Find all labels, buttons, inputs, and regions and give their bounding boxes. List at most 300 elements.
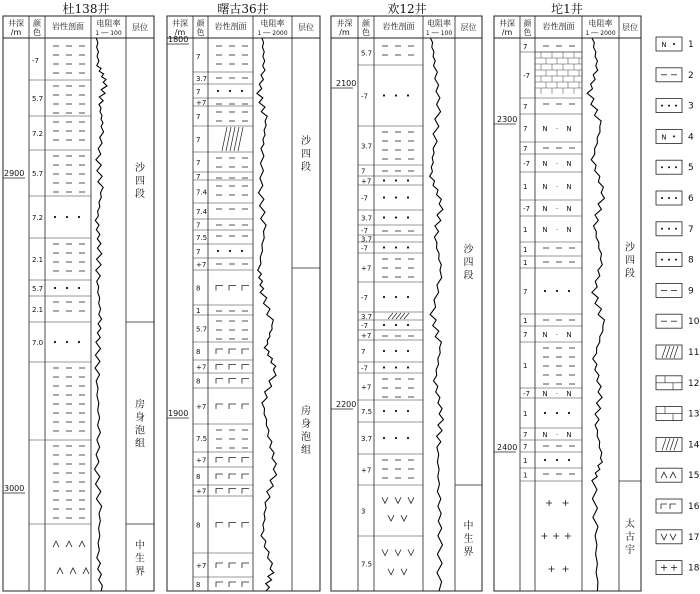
legend-swatch — [656, 499, 682, 513]
litho-layer — [358, 365, 423, 374]
svg-text:四: 四 — [463, 257, 474, 269]
litho-layer — [358, 168, 423, 177]
stratigraphic-unit-label — [301, 404, 311, 456]
svg-text:古: 古 — [625, 532, 635, 543]
color-code-label: +7 — [361, 383, 372, 392]
legend-swatch — [656, 345, 682, 359]
color-code-label: 7 — [196, 53, 201, 61]
color-code-label: -7 — [523, 160, 530, 168]
litho-layer — [358, 435, 423, 454]
color-code-label: 1 — [523, 226, 528, 234]
color-code-label: 7 — [523, 443, 528, 451]
svg-text:·: · — [555, 431, 559, 439]
svg-text:N: N — [542, 125, 548, 133]
litho-layer — [193, 430, 253, 452]
litho-layer — [520, 348, 582, 388]
litho-layer — [193, 473, 253, 485]
depth-mark: 1800 — [168, 35, 189, 44]
svg-text:·: · — [555, 205, 559, 213]
color-code-label: 7 — [196, 173, 201, 181]
color-code-label: 1 — [523, 259, 528, 267]
well-title: 欢12井 — [387, 2, 427, 16]
litho-layer — [358, 46, 423, 65]
litho-layer — [193, 248, 253, 258]
color-code-label: -7 — [523, 72, 530, 80]
color-header: 颜 — [362, 19, 370, 28]
well-title: 坨1井 — [551, 2, 583, 16]
well-frame — [167, 16, 320, 591]
legend-item — [656, 99, 694, 113]
svg-text:N: N — [542, 183, 548, 191]
legend-swatch — [656, 37, 682, 51]
color-code-label: +7 — [196, 99, 207, 107]
svg-text:段: 段 — [135, 189, 145, 200]
depth-mark: 3000 — [4, 484, 25, 493]
color-code-label: 7.2 — [32, 214, 44, 222]
depth-header: 井深 — [499, 19, 515, 28]
litho-layer — [193, 99, 253, 107]
legend-swatch — [656, 530, 682, 544]
svg-text:N: N — [566, 431, 572, 439]
litho-layer — [29, 446, 91, 524]
litho-layer — [520, 457, 582, 468]
color-code-label: 7 — [523, 431, 528, 439]
lithology-header: 岩性剖面 — [542, 22, 575, 31]
color-code-label: +7 — [196, 403, 207, 411]
litho-layer — [29, 122, 91, 150]
color-code-label: +7 — [361, 332, 372, 340]
litho-layer — [193, 457, 253, 468]
svg-text:组: 组 — [135, 438, 145, 450]
litho-layer — [520, 226, 582, 242]
depth-mark: 2900 — [4, 169, 25, 178]
resistivity-header: 电阻率 — [588, 19, 613, 28]
litho-layer — [358, 227, 423, 235]
litho-layer — [358, 245, 423, 254]
color-header: 色 — [362, 28, 370, 37]
lithology-header: 岩性剖面 — [214, 22, 247, 31]
legend-item — [656, 437, 700, 451]
color-code-label: 3.7 — [361, 313, 373, 321]
litho-layer — [358, 215, 423, 226]
legend-label: 16 — [688, 502, 700, 512]
resistivity-header: 电阻率 — [260, 19, 285, 28]
color-code-label: 8 — [196, 284, 201, 293]
svg-text:N: N — [566, 125, 572, 133]
legend-swatch — [656, 283, 682, 297]
color-code-label: 1 — [196, 307, 201, 315]
legend-swatch — [656, 68, 682, 82]
svg-text:·: · — [555, 390, 559, 398]
svg-text:·: · — [555, 183, 559, 191]
svg-text:N: N — [542, 431, 548, 439]
litho-layer — [29, 86, 91, 116]
litho-layer — [520, 103, 582, 114]
litho-layer — [358, 332, 423, 340]
legend-label: 15 — [688, 471, 700, 482]
litho-layer — [358, 379, 423, 400]
svg-text:生: 生 — [135, 553, 145, 565]
legend-item — [656, 253, 694, 267]
litho-layer — [358, 236, 423, 244]
legend-label: 17 — [688, 532, 700, 543]
svg-text:太: 太 — [625, 519, 635, 530]
depth-mark: 2300 — [497, 115, 518, 124]
litho-layer — [358, 178, 423, 186]
legend-item — [656, 68, 694, 82]
litho-layer — [520, 183, 582, 200]
color-code-label: 7.5 — [361, 408, 373, 416]
litho-layer — [193, 234, 253, 244]
color-code-label: 5.7 — [32, 95, 44, 103]
color-header: 色 — [523, 28, 532, 37]
stratigraphic-unit-label — [135, 539, 145, 578]
color-code-label: 3.7 — [361, 214, 373, 223]
color-code-label: 2.1 — [32, 306, 44, 314]
legend-item — [656, 561, 700, 575]
legend-swatch — [656, 129, 682, 143]
color-header: 色 — [196, 28, 205, 37]
color-code-label: 7.4 — [196, 188, 208, 197]
color-code-label: 5.7 — [196, 325, 208, 334]
depth-header-unit: /m — [174, 28, 186, 37]
color-code-label: 8 — [196, 473, 201, 481]
color-code-label: +7 — [196, 363, 207, 372]
svg-text:N: N — [542, 160, 548, 168]
color-code-label: 7 — [523, 331, 528, 339]
svg-text:·: · — [555, 331, 559, 339]
legend-label: 8 — [688, 255, 694, 266]
litho-layer — [193, 348, 253, 360]
color-code-label: +7 — [361, 177, 372, 186]
litho-layer — [193, 364, 253, 374]
litho-layer — [193, 127, 253, 152]
legend-label: 11 — [688, 348, 700, 358]
legend-item — [656, 530, 699, 544]
litho-layer — [193, 208, 253, 219]
legend-item — [656, 129, 694, 143]
color-code-label: 1 — [523, 471, 528, 480]
litho-layer — [358, 294, 423, 312]
well-column — [167, 16, 320, 591]
litho-layer — [193, 285, 253, 306]
svg-text:身: 身 — [301, 419, 311, 430]
svg-text:中: 中 — [135, 540, 145, 552]
depth-header-unit: /m — [339, 28, 350, 37]
litho-layer — [358, 408, 423, 422]
color-code-label: -7 — [361, 227, 368, 235]
litho-layer — [520, 331, 582, 342]
color-code-label: 3 — [361, 507, 366, 516]
unit-header: 层位 — [298, 23, 314, 32]
color-code-label: 1 — [523, 457, 528, 465]
svg-text:N: N — [566, 205, 572, 213]
legend-item — [656, 191, 694, 205]
stratigraphic-unit-label — [301, 134, 312, 173]
legend-item — [656, 345, 699, 359]
color-code-label: 2.1 — [32, 256, 44, 264]
color-code-label: -7 — [32, 57, 39, 65]
legend — [656, 37, 700, 575]
svg-text:段: 段 — [301, 162, 311, 173]
well-frame — [3, 16, 154, 591]
svg-text:·: · — [555, 160, 559, 168]
color-code-label: 3.7 — [196, 75, 208, 83]
legend-label: 7 — [688, 224, 694, 235]
litho-layer — [520, 205, 582, 216]
litho-layer — [358, 550, 423, 592]
color-code-label: -7 — [361, 364, 368, 373]
well-column — [331, 16, 482, 591]
color-code-label: 1 — [523, 183, 528, 191]
color-code-label: -7 — [361, 92, 368, 101]
resistivity-scale: 1 ── 2000 — [257, 30, 288, 37]
litho-layer — [520, 410, 582, 428]
litho-layer — [29, 541, 91, 591]
resistivity-curve — [430, 38, 444, 591]
litho-layer — [193, 378, 253, 389]
color-code-label: 7 — [523, 145, 528, 153]
color-code-label: -7 — [361, 322, 368, 330]
stratigraphic-unit-label — [625, 517, 635, 556]
legend-label: 10 — [688, 317, 700, 328]
litho-layer — [520, 43, 582, 52]
svg-text:段: 段 — [625, 268, 635, 280]
stratigraphic-unit-label — [464, 519, 474, 558]
resistivity-scale: 1 ── 100 — [95, 30, 122, 37]
color-code-label: 1 — [523, 362, 528, 370]
litho-layer — [520, 246, 582, 256]
stratigraphic-unit-label — [135, 161, 146, 200]
litho-layer — [520, 500, 582, 591]
svg-text:中: 中 — [463, 521, 474, 532]
legend-swatch — [656, 314, 682, 328]
svg-text:N: N — [566, 226, 572, 234]
legend-item — [656, 376, 699, 390]
color-code-label: 7 — [196, 248, 201, 256]
litho-layer — [520, 317, 582, 326]
litho-layer — [193, 307, 253, 315]
color-code-label: +7 — [196, 562, 207, 570]
litho-layer — [358, 322, 423, 330]
legend-label: 2 — [688, 70, 694, 81]
depth-mark: 2100 — [336, 79, 357, 88]
depth-mark: 1900 — [168, 409, 189, 418]
litho-layer — [193, 222, 253, 231]
color-header: 颜 — [33, 19, 41, 28]
svg-text:四: 四 — [301, 149, 311, 160]
svg-text:N: N — [542, 331, 548, 339]
resistivity-curve — [95, 38, 108, 591]
svg-text:生: 生 — [463, 534, 474, 545]
litho-layer — [358, 93, 423, 127]
litho-layer — [358, 348, 423, 362]
svg-text:界: 界 — [135, 566, 145, 578]
depth-header: 井深 — [336, 19, 353, 28]
color-code-label: +7 — [196, 456, 207, 465]
svg-text:N: N — [542, 390, 548, 398]
litho-layer — [358, 132, 423, 165]
color-code-label: 7 — [196, 88, 201, 96]
litho-layer — [29, 339, 91, 362]
svg-text:沙: 沙 — [301, 136, 311, 147]
resistivity-scale: 1 ── 2000 — [585, 30, 616, 37]
svg-text:·: · — [555, 226, 559, 234]
legend-item — [656, 407, 699, 421]
well-title: 曙古36井 — [217, 2, 269, 16]
stratigraphic-unit-label — [135, 398, 145, 450]
litho-layer — [358, 497, 423, 536]
litho-layer — [193, 186, 253, 203]
litho-layer — [358, 259, 423, 282]
litho-layer — [193, 522, 253, 554]
unit-header: 层位 — [460, 23, 477, 32]
litho-layer — [193, 261, 253, 270]
stratigraphic-unit-label — [625, 241, 636, 280]
color-code-label: 7 — [523, 125, 528, 133]
color-code-label: 3.7 — [361, 235, 373, 244]
color-code-label: 7.5 — [196, 435, 208, 443]
color-code-label: -7 — [523, 390, 530, 398]
color-header: 色 — [33, 28, 41, 37]
color-code-label: 8 — [196, 348, 201, 356]
color-code-label: +7 — [196, 487, 207, 496]
legend-item — [656, 468, 699, 482]
unit-header: 层位 — [132, 23, 148, 32]
depth-header-unit: /m — [10, 28, 22, 37]
color-code-label: 7 — [196, 159, 201, 167]
color-code-label: 7 — [361, 167, 366, 176]
litho-layer — [520, 288, 582, 314]
svg-text:N: N — [542, 205, 548, 213]
color-header: 颜 — [523, 19, 532, 28]
legend-item — [656, 160, 694, 174]
litho-layer — [193, 403, 253, 424]
color-code-label: +7 — [361, 264, 372, 273]
svg-text:沙: 沙 — [625, 242, 635, 254]
color-code-label: 3.7 — [361, 142, 373, 151]
color-code-label: 7 — [523, 288, 528, 296]
svg-text:泡: 泡 — [135, 425, 145, 437]
svg-text:沙: 沙 — [463, 244, 474, 256]
color-code-label: 7.4 — [196, 208, 208, 216]
litho-layer — [358, 313, 423, 321]
legend-label: 5 — [688, 163, 694, 174]
color-header: 颜 — [196, 19, 205, 28]
well-columns — [3, 16, 641, 591]
svg-text:宇: 宇 — [625, 545, 635, 556]
color-code-label: +7 — [361, 466, 372, 475]
legend-swatch — [656, 468, 682, 482]
litho-layer — [193, 158, 253, 172]
color-code-label: 7 — [361, 348, 366, 356]
lithology-header: 岩性剖面 — [52, 22, 84, 31]
color-code-label: -7 — [361, 244, 368, 253]
litho-layer — [29, 46, 91, 80]
litho-layer — [29, 244, 91, 280]
svg-text:身: 身 — [135, 412, 145, 424]
legend-label: 1 — [688, 40, 694, 50]
svg-text:N: N — [661, 133, 667, 142]
legend-item — [656, 222, 694, 236]
litho-layer — [29, 214, 91, 238]
litho-layer — [193, 75, 253, 84]
legend-label: 14 — [688, 440, 700, 451]
svg-text:四: 四 — [625, 255, 635, 267]
svg-text:N: N — [566, 331, 572, 339]
color-code-label: 7.5 — [361, 560, 373, 569]
svg-text:房: 房 — [301, 406, 311, 417]
well-frame — [331, 16, 482, 591]
litho-layer — [193, 321, 253, 342]
litho-layer — [193, 488, 253, 497]
resistivity-curve — [257, 38, 277, 591]
svg-text:泡: 泡 — [301, 432, 311, 443]
color-code-label: 8 — [196, 521, 201, 530]
color-code-label: -7 — [361, 294, 368, 302]
color-code-label: 5.7 — [361, 49, 373, 58]
color-code-label: 5.7 — [32, 285, 44, 293]
litho-layer — [193, 46, 253, 72]
color-code-label: 7 — [523, 103, 528, 111]
color-code-label: 7 — [196, 221, 201, 230]
resistivity-curve — [587, 38, 604, 591]
stratigraphic-unit-label — [464, 243, 475, 282]
color-code-label: 1 — [523, 317, 528, 325]
depth-header: 井深 — [172, 19, 188, 28]
svg-text:·: · — [555, 125, 559, 133]
litho-layer — [520, 431, 582, 440]
litho-layer — [520, 443, 582, 452]
legend-item — [656, 283, 694, 297]
legend-label: 18 — [688, 563, 700, 574]
litho-layer — [193, 581, 253, 591]
legend-label: 4 — [688, 132, 694, 143]
depth-mark: 2200 — [336, 400, 357, 409]
legend-item — [656, 499, 700, 513]
litho-layer — [29, 368, 91, 440]
well-column — [3, 16, 154, 591]
litho-layer — [520, 390, 582, 398]
svg-text:段: 段 — [463, 270, 474, 282]
unit-header: 层位 — [622, 23, 638, 32]
legend-label: 13 — [688, 409, 700, 420]
litho-layer — [193, 112, 253, 126]
color-code-label: 7 — [523, 43, 528, 51]
color-code-label: 7.0 — [32, 339, 44, 347]
svg-text:N: N — [566, 160, 572, 168]
legend-label: 3 — [688, 101, 694, 112]
svg-text:界: 界 — [463, 547, 474, 558]
resistivity-scale: 1 ── 100 — [425, 30, 453, 37]
color-code-label: -7 — [523, 205, 530, 213]
color-code-label: 8 — [196, 377, 201, 386]
litho-layer — [520, 160, 582, 172]
litho-layer — [29, 285, 91, 296]
svg-text:组: 组 — [301, 445, 311, 456]
litho-layer — [520, 52, 582, 98]
svg-text:沙: 沙 — [135, 163, 145, 174]
litho-layer — [520, 472, 582, 482]
color-code-label: -7 — [361, 194, 368, 203]
depth-mark: 2400 — [497, 443, 518, 452]
litho-layer — [520, 125, 582, 142]
legend-swatch — [656, 437, 682, 451]
litho-layer — [358, 460, 423, 485]
svg-text:N: N — [661, 41, 667, 49]
svg-text:N: N — [542, 226, 548, 234]
color-code-label: 8 — [196, 581, 201, 589]
